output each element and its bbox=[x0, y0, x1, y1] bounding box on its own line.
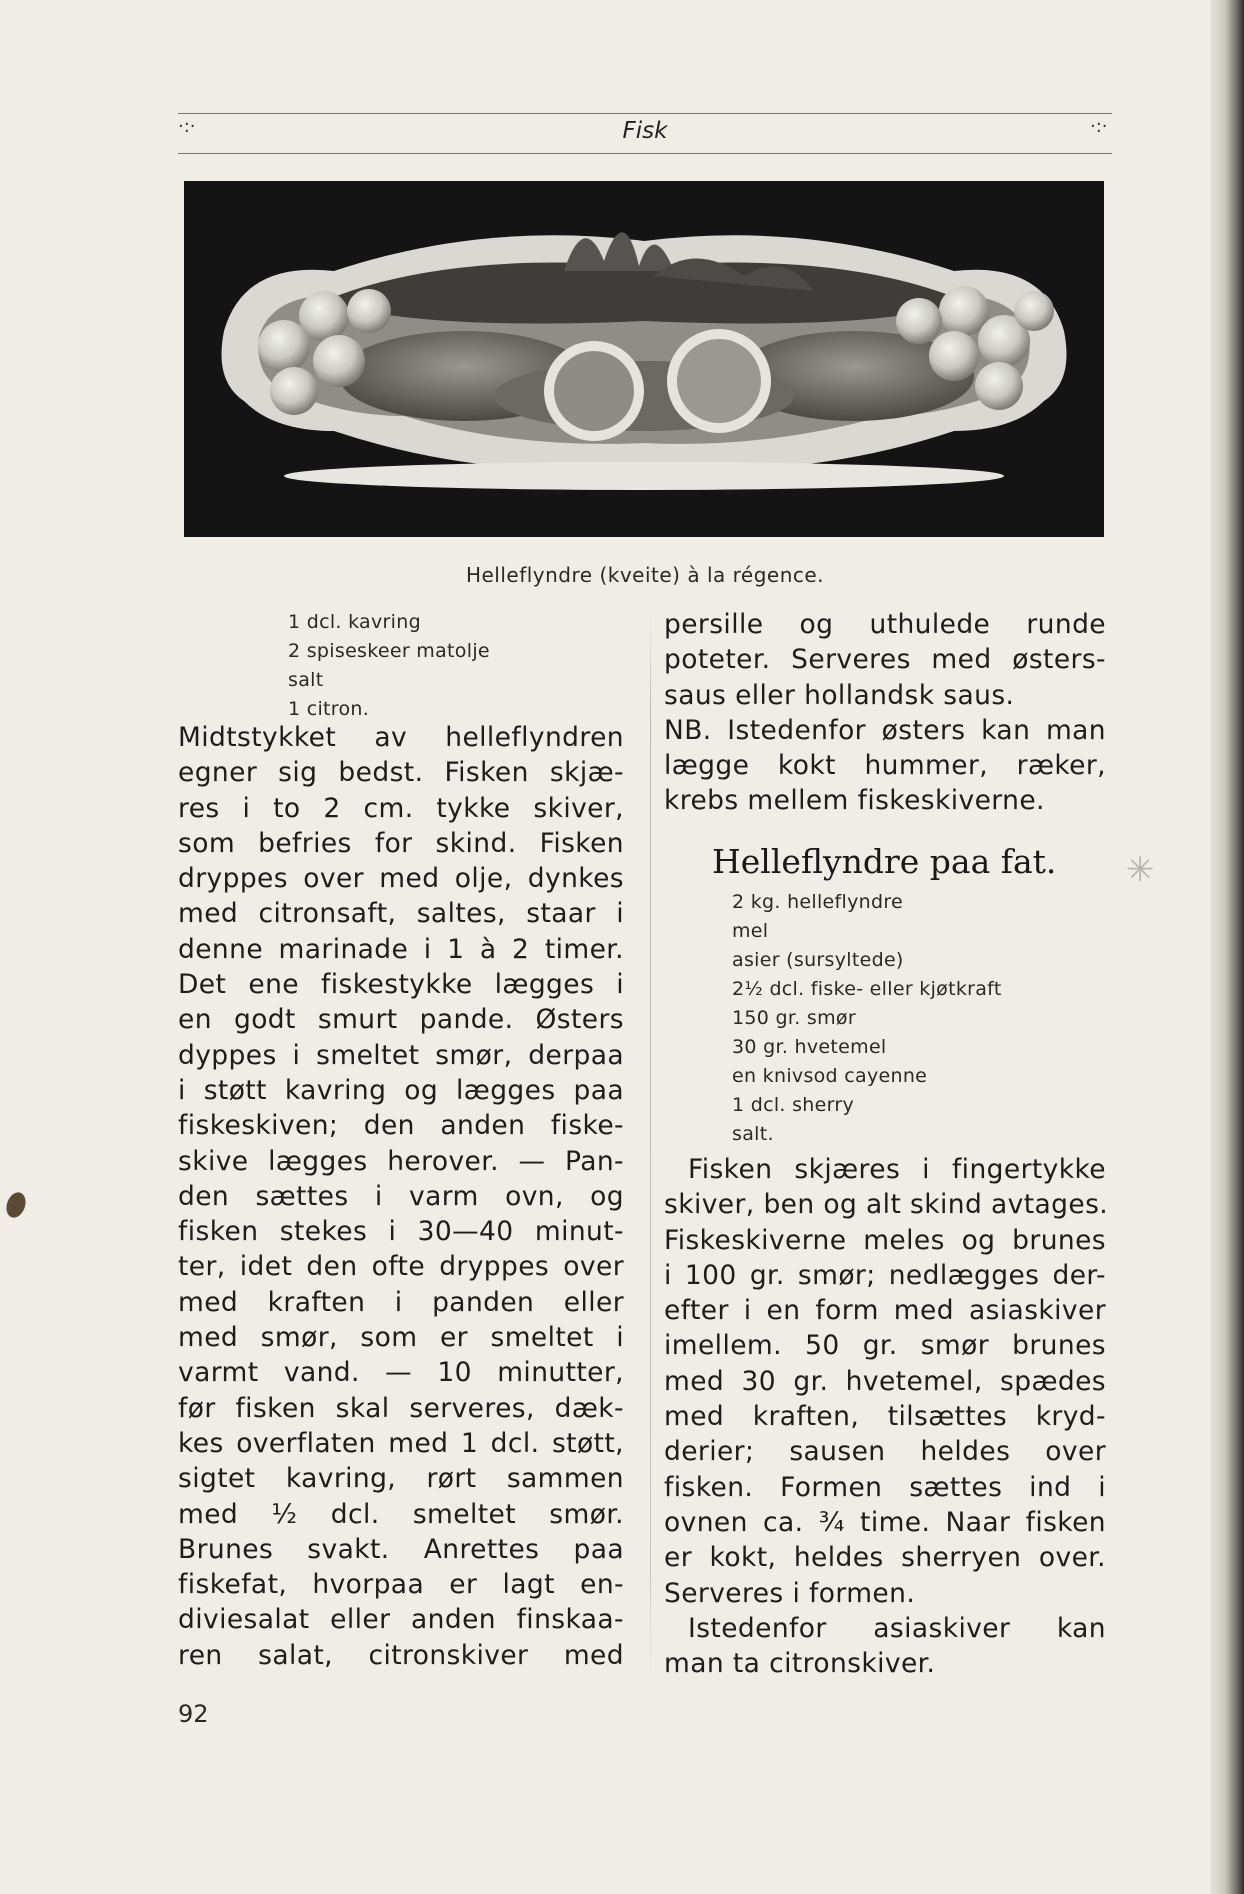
text-line: Istedenfor asiaskiver kan bbox=[688, 1612, 1106, 1644]
text-line: NB. Istedenfor østers kan man bbox=[664, 714, 1106, 746]
text-line: efter i en form med asiaskiver bbox=[664, 1295, 1106, 1327]
text-line: derier; sausen heldes over bbox=[664, 1436, 1106, 1468]
photo-caption: Helleflyndre (kveite) à la régence. bbox=[465, 563, 825, 587]
text-line: skive lægges herover. — Pan- bbox=[178, 1145, 624, 1177]
text-line: er kokt, heldes sherryen over. bbox=[664, 1542, 1106, 1574]
text-line: dyppes i smeltet smør, derpaa bbox=[178, 1039, 624, 1071]
recipe2-body bbox=[664, 1152, 1109, 1681]
text-line: egner sig bedst. Fisken skjæ- bbox=[178, 757, 624, 789]
running-header-title: Fisk bbox=[622, 118, 668, 144]
ingredient-item: 2½ dcl. fiske- eller kjøtkraft bbox=[732, 978, 1002, 1000]
text-line: man ta citronskiver. bbox=[664, 1648, 936, 1680]
text-line: den sættes i varm ovn, og bbox=[178, 1180, 624, 1212]
text-line: krebs mellem fiskeskiverne. bbox=[664, 785, 1045, 817]
ingredient-item: 1 citron. bbox=[288, 698, 370, 720]
text-line: som befries for skind. Fisken bbox=[178, 827, 624, 859]
text-line: lægge kokt hummer, ræker, bbox=[664, 750, 1106, 782]
text-line: varmt vand. — 10 minutter, bbox=[178, 1357, 624, 1389]
text-line: med citronsaft, saltes, staar i bbox=[178, 898, 624, 930]
ingredient-item: 150 gr. smør bbox=[732, 1007, 856, 1029]
text-line: med kraften i panden eller bbox=[178, 1286, 624, 1318]
text-line: sigtet kavring, rørt sammen bbox=[178, 1463, 624, 1495]
text-line: kes overflaten med 1 dcl. støtt, bbox=[178, 1427, 624, 1459]
text-line: fisken. Formen sættes ind i bbox=[664, 1471, 1106, 1503]
text-line: Fiskeskiverne meles og brunes bbox=[664, 1224, 1106, 1256]
text-line: med kraften, tilsættes kryd- bbox=[664, 1401, 1106, 1433]
text-line: poteter. Serveres med østers- bbox=[664, 644, 1106, 676]
page-number: 92 bbox=[178, 1700, 209, 1728]
text-line: før fisken skal serveres, dæk- bbox=[178, 1392, 624, 1424]
recipe1-continuation bbox=[664, 607, 1106, 819]
recipe1-ingredient-list bbox=[288, 608, 490, 724]
dish-photo bbox=[184, 181, 1104, 537]
text-line: med 30 gr. hvetemel, spædes bbox=[664, 1365, 1106, 1397]
text-line: en godt smurt pande. Østers bbox=[178, 1004, 624, 1036]
ingredient-item: 2 kg. helleflyndre bbox=[732, 891, 904, 913]
text-line: diviesalat eller anden finskaa- bbox=[178, 1604, 624, 1636]
ingredient-item: salt. bbox=[732, 1123, 774, 1145]
header-ornament-right: ·:· bbox=[1090, 116, 1108, 137]
ingredient-item: mel bbox=[732, 920, 769, 942]
ingredient-item: 2 spiseskeer matolje bbox=[288, 640, 490, 662]
text-line: Brunes svakt. Anrettes paa bbox=[178, 1533, 624, 1565]
platter-illustration bbox=[184, 181, 1104, 537]
text-line: denne marinade i 1 à 2 timer. bbox=[178, 933, 624, 965]
text-line: dryppes over med olje, dynkes bbox=[178, 863, 624, 895]
text-line: Serveres i formen. bbox=[664, 1577, 916, 1609]
ingredient-item: en knivsod cayenne bbox=[732, 1065, 928, 1087]
text-line: Det ene fiskestykke lægges i bbox=[178, 969, 624, 1001]
text-line: persille og uthulede runde bbox=[664, 609, 1106, 640]
text-line: fiskeskiven; den anden fiske- bbox=[178, 1110, 624, 1142]
ingredient-item: salt bbox=[288, 669, 324, 691]
text-line: res i to 2 cm. tykke skiver, bbox=[178, 792, 624, 824]
ingredient-item: 30 gr. hvetemel bbox=[732, 1036, 887, 1058]
asterisk-mark-icon: ✳ bbox=[1126, 850, 1155, 890]
ingredient-item: 1 dcl. sherry bbox=[732, 1094, 855, 1116]
column-divider bbox=[650, 615, 651, 1675]
text-line: skiver, ben og alt skind avtages. bbox=[664, 1189, 1109, 1221]
ink-stain bbox=[3, 1190, 29, 1221]
ingredient-item: 1 dcl. kavring bbox=[288, 611, 421, 633]
header-rule-top bbox=[178, 113, 1112, 114]
text-line: ovnen ca. ¾ time. Naar fisken bbox=[664, 1506, 1106, 1538]
recipe2-ingredient-list bbox=[732, 888, 1002, 1149]
text-line: saus eller hollandsk saus. bbox=[664, 679, 1015, 711]
text-line: fiskefat, hvorpaa er lagt en- bbox=[178, 1569, 624, 1601]
text-line: med ½ dcl. smeltet smør. bbox=[178, 1498, 624, 1530]
header-ornament-left: ·:· bbox=[178, 116, 196, 137]
page-gutter-shadow bbox=[1210, 0, 1244, 1894]
text-line: i støtt kavring og lægges paa bbox=[178, 1074, 624, 1106]
text-line: Midtstykket av helleflyndren bbox=[178, 722, 624, 753]
text-line: med smør, som er smeltet i bbox=[178, 1322, 624, 1354]
text-line: fisken stekes i 30—40 minut- bbox=[178, 1216, 624, 1248]
text-line: imellem. 50 gr. smør brunes bbox=[664, 1330, 1106, 1362]
recipe1-body bbox=[178, 720, 624, 1673]
text-line: i 100 gr. smør; nedlægges der- bbox=[664, 1259, 1106, 1291]
text-line: ren salat, citronskiver med bbox=[178, 1639, 624, 1671]
header-rule-bottom bbox=[178, 153, 1112, 154]
recipe2-title: Helleflyndre paa fat. bbox=[712, 842, 1057, 881]
text-line: Fisken skjæres i fingertykke bbox=[688, 1154, 1106, 1185]
text-line: ter, idet den ofte dryppes over bbox=[178, 1251, 624, 1283]
ingredient-item: asier (sursyltede) bbox=[732, 949, 904, 971]
